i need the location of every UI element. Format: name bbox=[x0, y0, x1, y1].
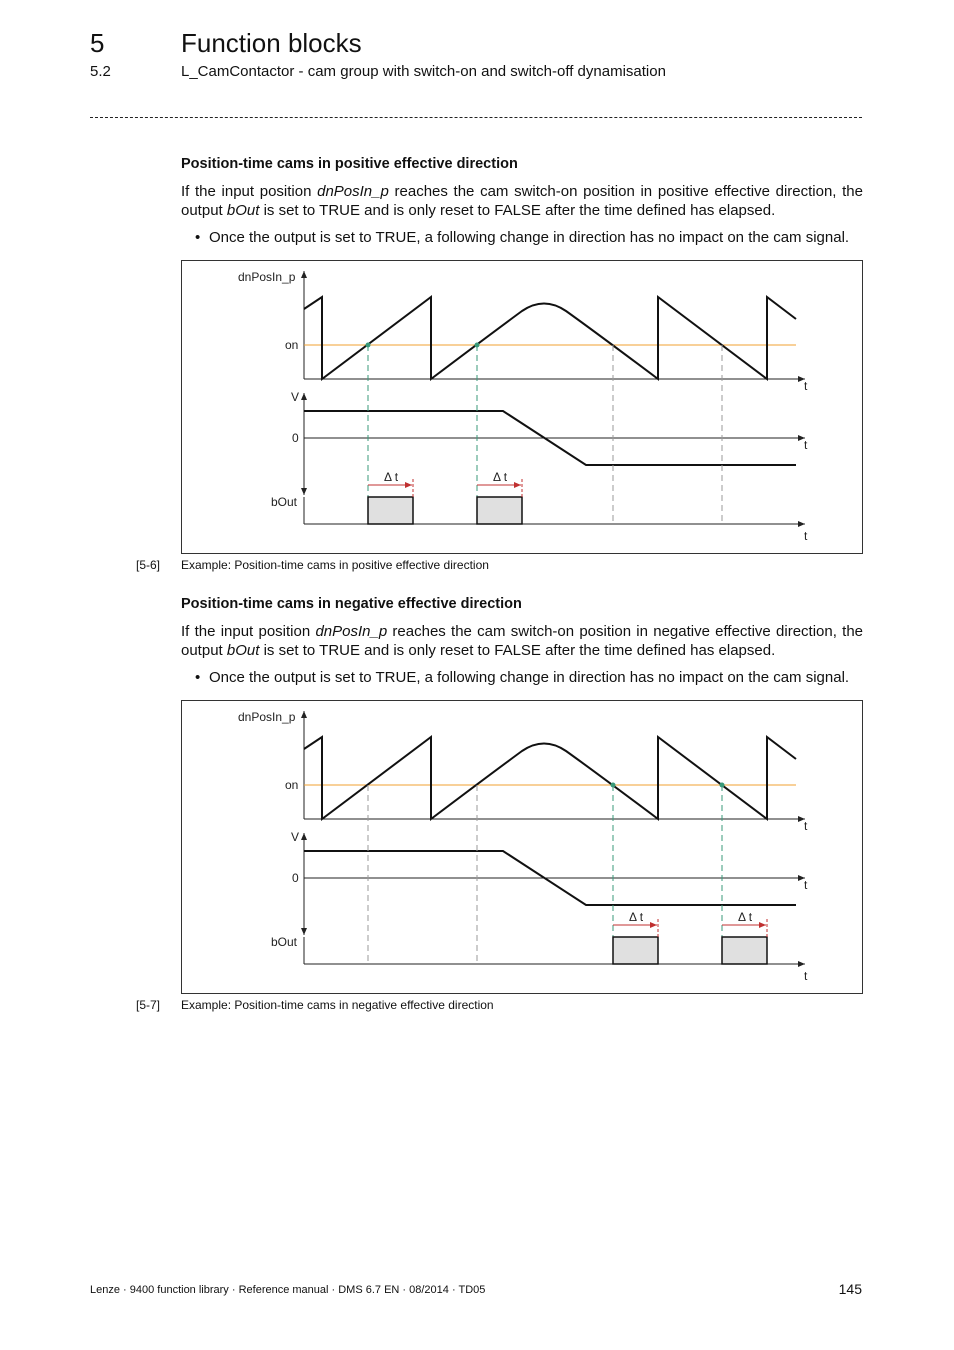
bout-pulse-1 bbox=[368, 497, 413, 524]
figure-caption-1: Example: Position-time cams in positive effective direction bbox=[181, 558, 489, 572]
paragraph-positive: If the input position dnPosIn_p reaches the cam switch-on position in positive effective direction, the output bOut is set to TRUE and is only reset to FALSE after the time defined has elapsed. bbox=[181, 183, 863, 219]
figure-negative bbox=[181, 700, 863, 994]
label-v: V bbox=[291, 390, 300, 404]
header-divider bbox=[90, 117, 862, 118]
label-bout: bOut bbox=[271, 935, 298, 949]
label-dt-2: Δ t bbox=[493, 470, 508, 484]
page-number: 145 bbox=[838, 1281, 862, 1297]
timing-diagram-positive bbox=[182, 261, 864, 555]
figure-number-1: [5-6] bbox=[136, 558, 161, 572]
section-number: 5.2 bbox=[90, 63, 111, 80]
label-t-1: t bbox=[804, 379, 808, 393]
switch-on-marker-1 bbox=[366, 343, 371, 348]
label-t-1: t bbox=[804, 819, 808, 833]
label-on: on bbox=[285, 338, 299, 352]
figure-number-2: [5-7] bbox=[136, 998, 161, 1012]
label-zero: 0 bbox=[292, 431, 299, 445]
heading-positive: Position-time cams in positive effective direction bbox=[181, 156, 518, 172]
label-dt-2: Δ t bbox=[738, 910, 753, 924]
label-t-3: t bbox=[804, 529, 808, 543]
bullet-positive: • Once the output is set to TRUE, a following change in direction has no impact on the cam signal. bbox=[195, 229, 850, 246]
switch-on-marker-1 bbox=[611, 783, 616, 788]
timing-diagram-negative bbox=[182, 701, 864, 995]
bout-pulse-2 bbox=[477, 497, 522, 524]
chapter-number: 5 bbox=[90, 28, 105, 58]
label-t-2: t bbox=[804, 438, 808, 452]
label-t-2: t bbox=[804, 878, 808, 892]
switch-on-marker-2 bbox=[475, 343, 480, 348]
heading-negative: Position-time cams in negative effective direction bbox=[181, 596, 522, 612]
paragraph-negative: If the input position dnPosIn_p reaches the cam switch-on position in negative effective direction, the output bOut is set to TRUE and is only reset to FALSE after the time defined has elapsed. bbox=[181, 623, 863, 659]
bout-pulse-2 bbox=[722, 937, 767, 964]
bout-pulse-1 bbox=[613, 937, 658, 964]
bullet-negative: • Once the output is set to TRUE, a following change in direction has no impact on the cam signal. bbox=[195, 669, 850, 686]
figure-positive bbox=[181, 260, 863, 554]
label-t-3: t bbox=[804, 969, 808, 983]
label-zero: 0 bbox=[292, 871, 299, 885]
chapter-title: Function blocks bbox=[181, 28, 362, 58]
label-v: V bbox=[291, 830, 300, 844]
figure-caption-2: Example: Position-time cams in negative effective direction bbox=[181, 998, 494, 1012]
footer-text: Lenze · 9400 function library · Reference manual · DMS 6.7 EN · 08/2014 · TD05 bbox=[90, 1284, 486, 1296]
section-title: L_CamContactor - cam group with switch-on and switch-off dynamisation bbox=[181, 63, 666, 80]
label-dnposin: dnPosIn_p bbox=[238, 270, 296, 284]
label-dnposin: dnPosIn_p bbox=[238, 710, 296, 724]
label-dt-1: Δ t bbox=[629, 910, 644, 924]
switch-on-marker-2 bbox=[720, 783, 725, 788]
label-on: on bbox=[285, 778, 299, 792]
label-bout: bOut bbox=[271, 495, 298, 509]
label-dt-1: Δ t bbox=[384, 470, 399, 484]
